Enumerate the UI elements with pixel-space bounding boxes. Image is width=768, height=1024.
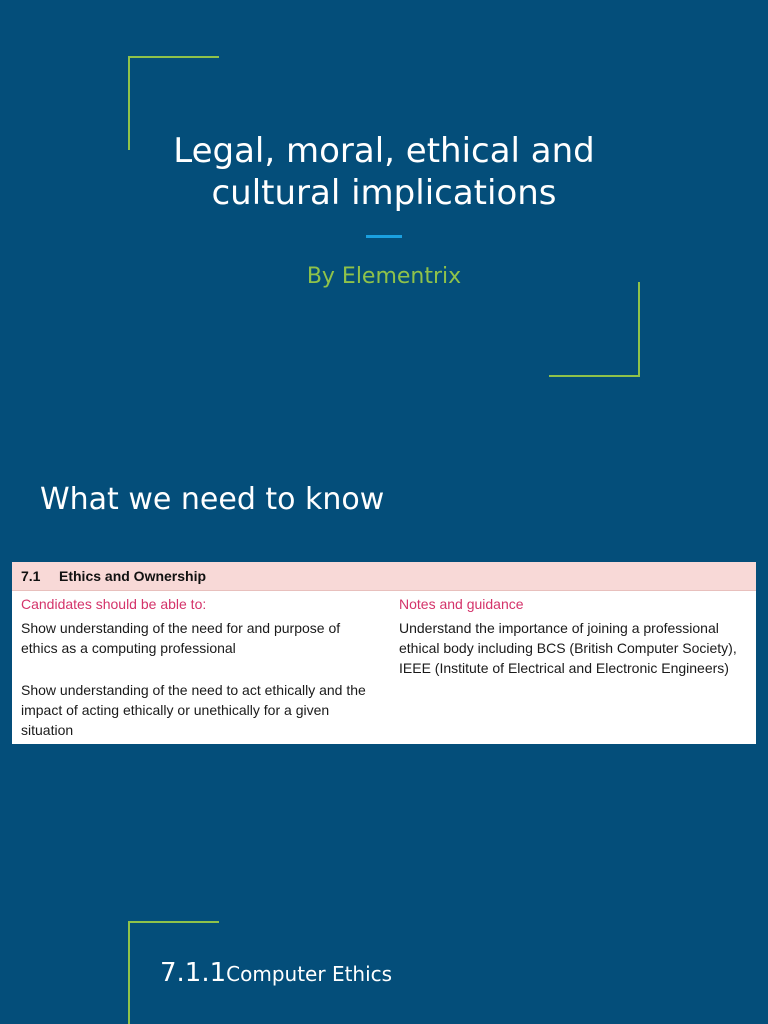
slide3-text: Computer Ethics (226, 962, 393, 986)
frame-top-left-horizontal (128, 921, 219, 923)
slide3-title (160, 958, 392, 988)
frame-top-left-horizontal (128, 56, 219, 58)
slide-title (0, 130, 768, 214)
candidates-label: Candidates should be able to: (21, 596, 207, 612)
notes-column (399, 594, 749, 700)
slide-title-line1: Legal, moral, ethical and (173, 131, 595, 171)
frame-top-left-vertical (128, 921, 130, 1024)
title-accent-bar (366, 235, 402, 238)
candidate-item: Show understanding of the need for and purpose of ethics as a computing professional (21, 620, 341, 656)
section-heading: What we need to know (40, 482, 385, 517)
frame-bottom-right-vertical (638, 282, 640, 377)
section-title: Ethics and Ownership (59, 568, 207, 584)
slide3-number: 7.1.1 (160, 958, 227, 988)
slide-title-line2: cultural implications (211, 173, 557, 213)
candidates-column (21, 594, 371, 762)
slide-subtitle: By Elementrix (306, 264, 462, 289)
notes-label: Notes and guidance (399, 596, 524, 612)
section-number: 7.1 (21, 568, 41, 584)
candidate-item: Show understanding of the need to act ethically and the impact of acting ethically or unethically for a given situation (21, 682, 366, 738)
frame-bottom-right-horizontal (549, 375, 640, 377)
notes-item: Understand the importance of joining a professional ethical body including BCS (British Computer Society), IEEE (Institute of Electrical and Electronic Engineers) (399, 620, 737, 676)
syllabus-table-header (12, 562, 756, 591)
syllabus-table (12, 562, 756, 744)
